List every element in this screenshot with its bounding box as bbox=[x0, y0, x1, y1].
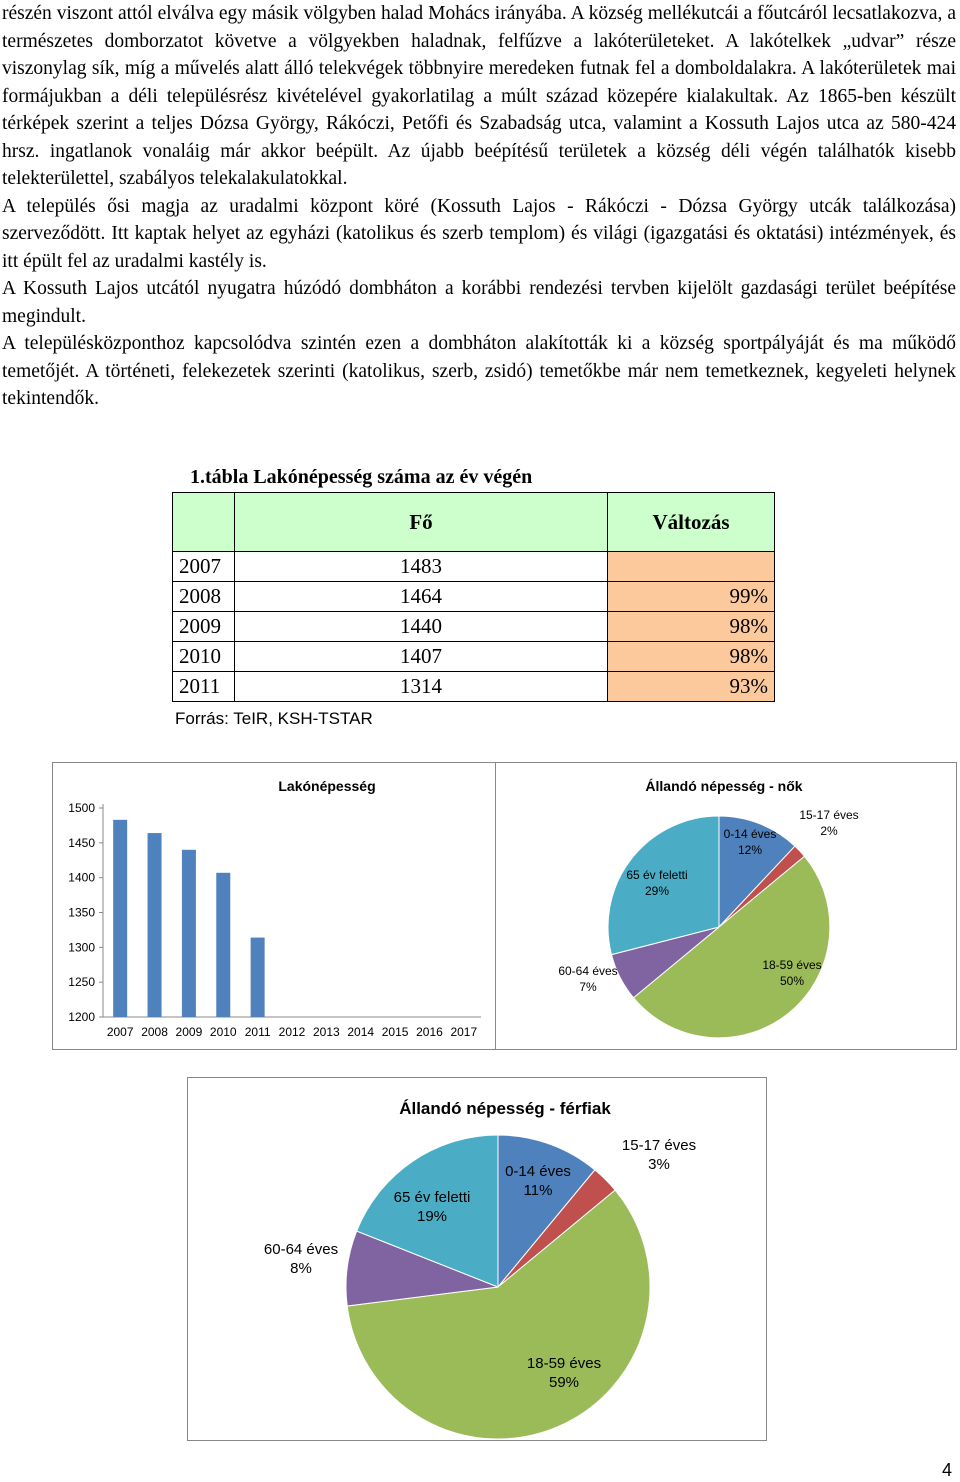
y-tick-label: 1400 bbox=[68, 870, 95, 885]
paragraph-3: A Kossuth Lajos utcától nyugatra húzódó dombháton a korábbi rendezési tervben kijelölt gazdasági terület beépítése megindult. bbox=[2, 278, 956, 327]
y-tick-label: 1250 bbox=[68, 975, 95, 990]
slice-name-label: 65 év feletti bbox=[626, 868, 688, 882]
slice-value-label: 8% bbox=[290, 1260, 312, 1277]
year-cell: 2011 bbox=[173, 672, 235, 702]
bar-chart-panel bbox=[52, 762, 496, 1050]
bar-chart bbox=[53, 763, 495, 1049]
body-text bbox=[2, 0, 956, 413]
change-cell: 99% bbox=[608, 582, 775, 612]
table-row bbox=[173, 552, 775, 582]
table-header-cell bbox=[173, 493, 235, 552]
change-cell: 98% bbox=[608, 642, 775, 672]
x-tick-label: 2010 bbox=[209, 1025, 237, 1039]
x-tick-label: 2011 bbox=[244, 1025, 271, 1039]
x-tick-label: 2008 bbox=[141, 1025, 168, 1039]
population-table bbox=[172, 492, 775, 702]
year-cell: 2007 bbox=[173, 552, 235, 582]
slice-name-label: 18-59 éves bbox=[526, 1355, 602, 1372]
slice-name-label: 60-64 éves bbox=[558, 964, 618, 978]
y-tick-label: 1500 bbox=[68, 801, 95, 815]
bar-2011 bbox=[251, 938, 265, 1017]
slice-name-label: 65 év feletti bbox=[393, 1189, 471, 1206]
y-tick-label: 1350 bbox=[68, 905, 95, 920]
page-number: 4 bbox=[941, 1460, 952, 1480]
slice-value-label: 12% bbox=[737, 843, 763, 857]
population-cell: 1407 bbox=[235, 642, 608, 672]
y-tick-label: 1200 bbox=[68, 1010, 95, 1024]
x-tick-label: 2017 bbox=[450, 1025, 478, 1039]
x-tick-label: 2015 bbox=[381, 1025, 409, 1039]
table-header-cell: Változás bbox=[608, 493, 775, 552]
population-cell: 1440 bbox=[235, 612, 608, 642]
slice-name-label: 0-14 éves bbox=[505, 1163, 571, 1180]
bar-2010 bbox=[216, 873, 230, 1017]
year-cell: 2010 bbox=[173, 642, 235, 672]
population-cell: 1464 bbox=[235, 582, 608, 612]
x-tick-label: 2016 bbox=[416, 1025, 443, 1039]
x-tick-label: 2014 bbox=[347, 1025, 375, 1039]
x-tick-label: 2007 bbox=[106, 1025, 134, 1039]
table-header-cell: Fő bbox=[235, 493, 608, 552]
x-tick-label: 2013 bbox=[313, 1025, 340, 1039]
change-cell bbox=[608, 552, 775, 582]
slice-value-label: 11% bbox=[523, 1182, 553, 1199]
table-row bbox=[173, 612, 775, 642]
population-cell: 1483 bbox=[235, 552, 608, 582]
women-pie-panel bbox=[495, 762, 957, 1050]
table-row bbox=[173, 672, 775, 702]
change-cell: 98% bbox=[608, 612, 775, 642]
slice-value-label: 2% bbox=[820, 824, 838, 838]
slice-value-label: 29% bbox=[644, 884, 670, 898]
change-cell: 93% bbox=[608, 672, 775, 702]
paragraph-2: A település ősi magja az uradalmi központ köré (Kossuth Lajos - Rákóczi - Dózsa György utcák találkozása) szerveződött. Itt kaptak helyet az egyházi (katolikus és szerb templom) és világi (igazgatási és oktatási) intézmények, és itt épült fel az uradalmi kastély is. bbox=[2, 195, 956, 272]
slice-value-label: 7% bbox=[579, 980, 597, 994]
slice-name-label: 18-59 éves bbox=[762, 958, 822, 972]
slice-value-label: 50% bbox=[779, 974, 805, 988]
men-pie-chart bbox=[188, 1078, 766, 1440]
slice-value-label: 19% bbox=[416, 1208, 448, 1225]
bar-2008 bbox=[148, 833, 162, 1017]
men-pie-panel bbox=[187, 1077, 767, 1441]
x-tick-label: 2009 bbox=[175, 1025, 203, 1039]
paragraph-4: A településközponthoz kapcsolódva szintén ezen a dombháton alakították ki a község sportpályáját és ma működő temetőjét. A történeti, felekezetek szerinti (katolikus, szerb, zsidó) temetőkbe már nem temetkeznek, kegyeleti helynek tekintendők. bbox=[2, 333, 956, 409]
table-title: 1.tábla Lakónépesség száma az év végén bbox=[190, 466, 533, 488]
men-pie-title: Állandó népesség - férfiak bbox=[399, 1099, 611, 1118]
bar-2007 bbox=[113, 820, 127, 1017]
slice-name-label: 15-17 éves bbox=[799, 808, 859, 822]
table-header-row bbox=[173, 493, 775, 552]
bar-chart-title: Lakónépesség bbox=[278, 778, 376, 794]
table-source: Forrás: TeIR, KSH-TSTAR bbox=[175, 709, 373, 728]
women-pie-chart bbox=[496, 763, 956, 1049]
table-row bbox=[173, 582, 775, 612]
paragraph-1: részén viszont attól elválva egy másik völgyben halad Mohács irányába. A község mellékutcái a főutcáról lecsatlakozva, a természetes domborzatot követve a völgyekben haladnak, felfűzve a lakóterületeket. A lakótelkek „udvar” része viszonylag sík, míg a művelés alatt álló telekvégek többnyire meredeken futnak fel a domboldalakra. A lakóterületek mai formájukban a déli településrész kivételével gyakorlatilag a múlt század közepére kialakultak. Az 1865-ben készült térképek szerint a teljes Dózsa György, Rákóczi, Petőfi és Szabadság utca, valamint a Kossuth Lajos utca az 580-424 hrsz. ingatlanok vonaláig már akkor beépült. Az újabb beépítésű területek a község déli végén találhatók kisebb telekterülettel, szabályos telekalakulatokkal. bbox=[2, 3, 956, 189]
slice-name-label: 15-17 éves bbox=[621, 1137, 697, 1154]
x-tick-label: 2012 bbox=[278, 1025, 306, 1039]
year-cell: 2008 bbox=[173, 582, 235, 612]
slice-name-label: 0-14 éves bbox=[723, 827, 777, 841]
y-tick-label: 1450 bbox=[68, 835, 95, 850]
slice-name-label: 60-64 éves bbox=[263, 1241, 339, 1258]
slice-value-label: 59% bbox=[548, 1374, 580, 1391]
year-cell: 2009 bbox=[173, 612, 235, 642]
table-row bbox=[173, 642, 775, 672]
women-pie-title: Állandó népesség - nők bbox=[645, 778, 803, 794]
population-cell: 1314 bbox=[235, 672, 608, 702]
y-tick-label: 1300 bbox=[68, 940, 95, 955]
slice-value-label: 3% bbox=[648, 1156, 670, 1173]
bar-2009 bbox=[182, 850, 196, 1017]
